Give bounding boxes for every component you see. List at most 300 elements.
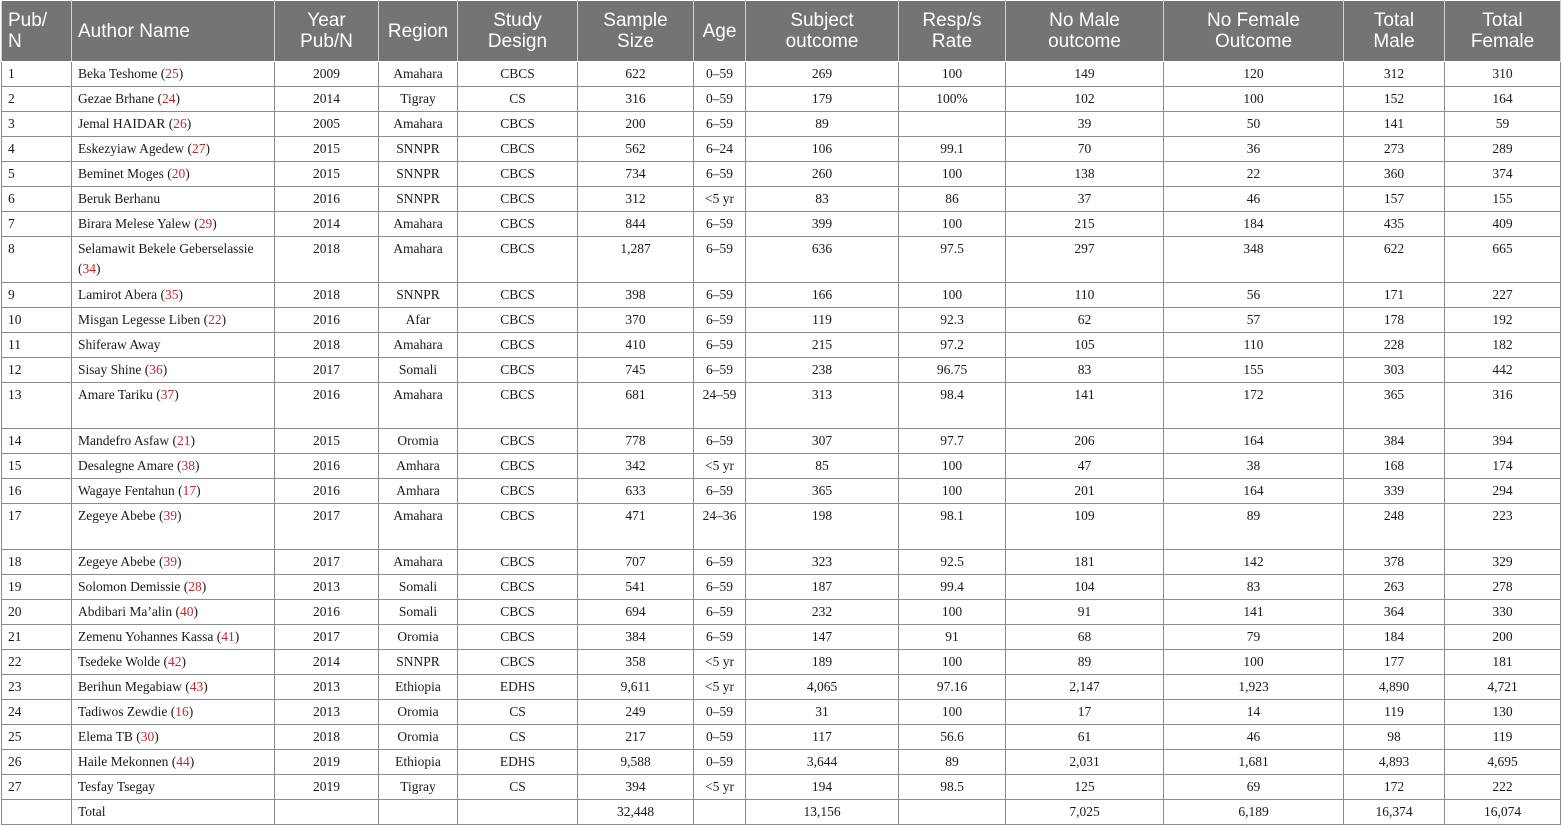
- author-name: Beminet Moges: [78, 166, 164, 181]
- cell-total-male: 4,893: [1344, 750, 1445, 775]
- cell-pub-n: 24: [2, 700, 72, 725]
- cell-study-design: CBCS: [458, 62, 578, 87]
- cell-region: Tigray: [379, 775, 458, 800]
- table-row: [2, 283, 1561, 308]
- cell-female-outcome: 110: [1164, 333, 1344, 358]
- cell-total-female: 665: [1445, 237, 1561, 283]
- cell-age: 6–59: [694, 237, 746, 283]
- cell-author-name: [72, 775, 275, 800]
- cell-pub-n: 26: [2, 750, 72, 775]
- cell-year: 2016: [275, 308, 379, 333]
- cell-author-name: Selamawit Bekele Geberselassie (34): [72, 237, 275, 283]
- cell-pub-n: 22: [2, 650, 72, 675]
- col-header-response-rate: Resp/s Rate: [899, 1, 1006, 62]
- cell-subject-outcome: 313: [746, 383, 899, 429]
- cell-total-female: 394: [1445, 429, 1561, 454]
- cell-study-design: EDHS: [458, 675, 578, 700]
- cell-study-design: CBCS: [458, 454, 578, 479]
- cell-age: 6–59: [694, 479, 746, 504]
- cell-response-rate: 100: [899, 454, 1006, 479]
- table-row: [2, 479, 1561, 504]
- cell-response-rate: 100: [899, 700, 1006, 725]
- cell-study-design: CBCS: [458, 358, 578, 383]
- cell-male-outcome: 47: [1006, 454, 1164, 479]
- cell-male-outcome: 102: [1006, 87, 1164, 112]
- reference-link[interactable]: 27: [191, 141, 206, 156]
- cell-age: 6–59: [694, 308, 746, 333]
- cell-region: Amhara: [379, 454, 458, 479]
- cell-total-female: 223: [1445, 504, 1561, 550]
- cell-female-outcome: 79: [1164, 625, 1344, 650]
- col-header-pub-n: Pub/ N: [2, 1, 72, 62]
- cell-total-male: 4,890: [1344, 675, 1445, 700]
- cell-pub-n: 25: [2, 725, 72, 750]
- cell-response-rate: 100: [899, 650, 1006, 675]
- cell-age: <5 yr: [694, 650, 746, 675]
- table-row: [2, 162, 1561, 187]
- cell-pub-n: 23: [2, 675, 72, 700]
- cell-total-female: 164: [1445, 87, 1561, 112]
- cell-total-female: 294: [1445, 479, 1561, 504]
- cell-sample-size: 410: [578, 333, 694, 358]
- author-name: Solomon Demissie: [78, 579, 181, 594]
- cell-total-male: 435: [1344, 212, 1445, 237]
- table-row: [2, 775, 1561, 800]
- cell-pub-n: 18: [2, 550, 72, 575]
- cell-female-outcome: 89: [1164, 504, 1344, 550]
- cell-region: Ethiopia: [379, 750, 458, 775]
- studies-table: [1, 0, 1561, 825]
- cell-total-female: 442: [1445, 358, 1561, 383]
- cell-response-rate: 97.16: [899, 675, 1006, 700]
- cell-age: 6–59: [694, 550, 746, 575]
- cell-study-design: CBCS: [458, 429, 578, 454]
- table-row: [2, 429, 1561, 454]
- cell-study-design: CS: [458, 87, 578, 112]
- cell-female-outcome: 100: [1164, 650, 1344, 675]
- cell-female-outcome: 38: [1164, 454, 1344, 479]
- cell-year: 2016: [275, 454, 379, 479]
- cell-total-female: 119: [1445, 725, 1561, 750]
- cell-subject-outcome: 232: [746, 600, 899, 625]
- cell-total-female: 222: [1445, 775, 1561, 800]
- cell-male-outcome: 181: [1006, 550, 1164, 575]
- cell-study-design: CBCS: [458, 575, 578, 600]
- reference-link[interactable]: 20: [171, 166, 186, 181]
- cell-age: 6–59: [694, 333, 746, 358]
- cell-study-design: CBCS: [458, 308, 578, 333]
- cell-male-outcome: 62: [1006, 308, 1164, 333]
- cell-total-male: 168: [1344, 454, 1445, 479]
- cell-total-male: 365: [1344, 383, 1445, 429]
- reference-link[interactable]: 30: [140, 729, 155, 744]
- cell-total-male: 172: [1344, 775, 1445, 800]
- author-name: Berihun Megabiaw: [78, 679, 182, 694]
- cell-age: <5 yr: [694, 187, 746, 212]
- cell-author-name: Elema TB (30): [72, 725, 275, 750]
- cell-subject-outcome: 117: [746, 725, 899, 750]
- reference-link[interactable]: 24: [161, 91, 176, 106]
- cell-female-outcome: 1,923: [1164, 675, 1344, 700]
- cell-total-female: 192: [1445, 308, 1561, 333]
- cell-pub-n: 11: [2, 333, 72, 358]
- reference-link[interactable]: 41: [221, 629, 235, 644]
- cell-sample-size: 200: [578, 112, 694, 137]
- cell-author-name: Haile Mekonnen (44): [72, 750, 275, 775]
- cell-region: SNNPR: [379, 187, 458, 212]
- header-row: [2, 1, 1561, 62]
- cell-age: <5 yr: [694, 675, 746, 700]
- cell-response-rate: 100: [899, 212, 1006, 237]
- reference-link[interactable]: 28: [188, 579, 202, 594]
- cell-year: 2019: [275, 750, 379, 775]
- cell-total-female: 278: [1445, 575, 1561, 600]
- cell-female-outcome: 164: [1164, 429, 1344, 454]
- cell-total-female: 409: [1445, 212, 1561, 237]
- cell-male-outcome: 110: [1006, 283, 1164, 308]
- cell-subject-outcome: 260: [746, 162, 899, 187]
- cell-pub-n: 7: [2, 212, 72, 237]
- cell-male-outcome: 68: [1006, 625, 1164, 650]
- cell-study-design: CBCS: [458, 550, 578, 575]
- cell-female-outcome: 120: [1164, 62, 1344, 87]
- cell-subject-outcome: 119: [746, 308, 899, 333]
- cell-female-outcome: 50: [1164, 112, 1344, 137]
- cell-total-male: 622: [1344, 237, 1445, 283]
- cell-author-name: Beka Teshome (25): [72, 62, 275, 87]
- table-row: [2, 504, 1561, 550]
- cell-pub-n: 3: [2, 112, 72, 137]
- cell-year: 2018: [275, 725, 379, 750]
- cell-response-rate: 98.5: [899, 775, 1006, 800]
- cell-region: Amahara: [379, 504, 458, 550]
- cell-pub-n: 12: [2, 358, 72, 383]
- cell-total-male: 360: [1344, 162, 1445, 187]
- table-row: [2, 137, 1561, 162]
- cell-pub-n: 15: [2, 454, 72, 479]
- total-female-outcome: 6,189: [1164, 800, 1344, 825]
- cell-year: 2018: [275, 283, 379, 308]
- col-header-age: Age: [694, 1, 746, 62]
- table-row: [2, 308, 1561, 333]
- cell-total-male: 228: [1344, 333, 1445, 358]
- reference-link[interactable]: 35: [164, 287, 179, 302]
- cell-total-male: 98: [1344, 725, 1445, 750]
- cell-female-outcome: 141: [1164, 600, 1344, 625]
- author-name: Mandefro Asfaw: [78, 433, 170, 448]
- cell-region: Oromia: [379, 625, 458, 650]
- cell-sample-size: 9,588: [578, 750, 694, 775]
- cell-region: Amahara: [379, 112, 458, 137]
- cell-subject-outcome: 89: [746, 112, 899, 137]
- col-header-total-male: Total Male: [1344, 1, 1445, 62]
- cell-pub-n: 10: [2, 308, 72, 333]
- cell-male-outcome: 206: [1006, 429, 1164, 454]
- cell-year: 2016: [275, 383, 379, 429]
- cell-sample-size: 707: [578, 550, 694, 575]
- cell-sample-size: 342: [578, 454, 694, 479]
- cell-study-design: CS: [458, 700, 578, 725]
- cell-region: SNNPR: [379, 650, 458, 675]
- cell-total-female: 155: [1445, 187, 1561, 212]
- reference-link[interactable]: 43: [189, 679, 204, 694]
- reference-link[interactable]: 22: [208, 312, 222, 327]
- table-row: [2, 112, 1561, 137]
- cell-year: 2014: [275, 650, 379, 675]
- cell-year: 2013: [275, 675, 379, 700]
- cell-response-rate: 97.5: [899, 237, 1006, 283]
- reference-link[interactable]: 16: [175, 704, 189, 719]
- cell-male-outcome: 297: [1006, 237, 1164, 283]
- cell-pub-n: 9: [2, 283, 72, 308]
- cell-total-male: 119: [1344, 700, 1445, 725]
- reference-link[interactable]: 25: [165, 66, 179, 81]
- cell-region: Amhara: [379, 479, 458, 504]
- total-male: 16,374: [1344, 800, 1445, 825]
- reference-link[interactable]: 38: [181, 458, 195, 473]
- cell-subject-outcome: 187: [746, 575, 899, 600]
- cell-sample-size: 312: [578, 187, 694, 212]
- cell-author-name: Berihun Megabiaw (43): [72, 675, 275, 700]
- col-header-female-outcome: No Female Outcome: [1164, 1, 1344, 62]
- cell-pub-n: 2: [2, 87, 72, 112]
- cell-total-female: 227: [1445, 283, 1561, 308]
- cell-region: Tigray: [379, 87, 458, 112]
- cell-study-design: CBCS: [458, 137, 578, 162]
- table-row: [2, 750, 1561, 775]
- cell-author-name: [72, 333, 275, 358]
- total-male-outcome: 7,025: [1006, 800, 1164, 825]
- col-header-total-female: Total Female: [1445, 1, 1561, 62]
- col-header-author-name: Author Name: [72, 1, 275, 62]
- cell-female-outcome: 22: [1164, 162, 1344, 187]
- cell-total-female: 374: [1445, 162, 1561, 187]
- cell-region: Oromia: [379, 429, 458, 454]
- cell-author-name: Solomon Demissie (28): [72, 575, 275, 600]
- cell-sample-size: 9,611: [578, 675, 694, 700]
- cell-region: Oromia: [379, 725, 458, 750]
- cell-author-name: Amare Tariku (37): [72, 383, 275, 429]
- table-row: [2, 383, 1561, 429]
- cell-male-outcome: 89: [1006, 650, 1164, 675]
- cell-female-outcome: 56: [1164, 283, 1344, 308]
- cell-sample-size: 394: [578, 775, 694, 800]
- reference-link[interactable]: 34: [82, 261, 96, 276]
- author-name: Selamawit Bekele Geberselassie: [78, 241, 254, 256]
- cell-subject-outcome: 31: [746, 700, 899, 725]
- cell-subject-outcome: 83: [746, 187, 899, 212]
- cell-total-female: 181: [1445, 650, 1561, 675]
- table-row: [2, 333, 1561, 358]
- cell-male-outcome: 70: [1006, 137, 1164, 162]
- reference-link[interactable]: 42: [167, 654, 182, 669]
- cell-region: SNNPR: [379, 162, 458, 187]
- cell-age: 6–24: [694, 137, 746, 162]
- cell-study-design: CBCS: [458, 237, 578, 283]
- cell-subject-outcome: 106: [746, 137, 899, 162]
- cell-total-female: 310: [1445, 62, 1561, 87]
- cell-sample-size: 370: [578, 308, 694, 333]
- cell-region: Amahara: [379, 333, 458, 358]
- cell-region: Amahara: [379, 62, 458, 87]
- cell-region: Amahara: [379, 237, 458, 283]
- cell-pub-n: 4: [2, 137, 72, 162]
- cell-female-outcome: 164: [1164, 479, 1344, 504]
- cell-age: 6–59: [694, 575, 746, 600]
- cell-response-rate: 96.75: [899, 358, 1006, 383]
- reference-link[interactable]: 26: [173, 116, 187, 131]
- cell-total-male: 364: [1344, 600, 1445, 625]
- reference-link[interactable]: 40: [179, 604, 194, 619]
- table-row: [2, 625, 1561, 650]
- cell-year: 2015: [275, 429, 379, 454]
- cell-age: 6–59: [694, 429, 746, 454]
- cell-age: 6–59: [694, 162, 746, 187]
- cell-pub-n: 8: [2, 237, 72, 283]
- cell-response-rate: 89: [899, 750, 1006, 775]
- cell-region: Somali: [379, 358, 458, 383]
- reference-link[interactable]: 29: [198, 216, 213, 231]
- cell-pub-n: 16: [2, 479, 72, 504]
- table-row: [2, 600, 1561, 625]
- cell-female-outcome: 142: [1164, 550, 1344, 575]
- reference-link[interactable]: 39: [163, 508, 177, 523]
- cell-pub-n: 13: [2, 383, 72, 429]
- cell-author-name: Abdibari Ma’alin (40): [72, 600, 275, 625]
- cell-response-rate: 100%: [899, 87, 1006, 112]
- cell-female-outcome: 14: [1164, 700, 1344, 725]
- cell-study-design: CBCS: [458, 600, 578, 625]
- cell-male-outcome: 104: [1006, 575, 1164, 600]
- cell-response-rate: 92.5: [899, 550, 1006, 575]
- cell-male-outcome: 91: [1006, 600, 1164, 625]
- cell-response-rate: 86: [899, 187, 1006, 212]
- cell-study-design: CBCS: [458, 625, 578, 650]
- cell-subject-outcome: 636: [746, 237, 899, 283]
- cell-subject-outcome: 166: [746, 283, 899, 308]
- cell-female-outcome: 184: [1164, 212, 1344, 237]
- table-row: [2, 237, 1561, 283]
- cell-author-name: Mandefro Asfaw (21): [72, 429, 275, 454]
- cell-author-name: Desalegne Amare (38): [72, 454, 275, 479]
- cell-author-name: Wagaye Fentahun (17): [72, 479, 275, 504]
- reference-link[interactable]: 37: [160, 387, 175, 402]
- cell-year: 2017: [275, 358, 379, 383]
- cell-region: Somali: [379, 575, 458, 600]
- cell-female-outcome: 172: [1164, 383, 1344, 429]
- cell-year: 2017: [275, 625, 379, 650]
- cell-subject-outcome: 85: [746, 454, 899, 479]
- cell-total-female: 329: [1445, 550, 1561, 575]
- cell-male-outcome: 17: [1006, 700, 1164, 725]
- cell-total-female: 289: [1445, 137, 1561, 162]
- cell-author-name: Tsedeke Wolde (42): [72, 650, 275, 675]
- cell-total-female: 4,695: [1445, 750, 1561, 775]
- reference-link[interactable]: 21: [176, 433, 191, 448]
- cell-age: 6–59: [694, 358, 746, 383]
- cell-response-rate: 91: [899, 625, 1006, 650]
- cell-female-outcome: 348: [1164, 237, 1344, 283]
- table-row: [2, 650, 1561, 675]
- cell-total-female: 59: [1445, 112, 1561, 137]
- cell-sample-size: 217: [578, 725, 694, 750]
- cell-sample-size: 694: [578, 600, 694, 625]
- table-row: [2, 358, 1561, 383]
- col-header-study-design: Study Design: [458, 1, 578, 62]
- cell-total-male: 303: [1344, 358, 1445, 383]
- cell-male-outcome: 37: [1006, 187, 1164, 212]
- cell-male-outcome: 109: [1006, 504, 1164, 550]
- author-name: Birara Melese Yalew: [78, 216, 191, 231]
- cell-total-male: 177: [1344, 650, 1445, 675]
- cell-sample-size: 844: [578, 212, 694, 237]
- cell-male-outcome: 105: [1006, 333, 1164, 358]
- cell-male-outcome: 215: [1006, 212, 1164, 237]
- author-name: Tsedeke Wolde: [78, 654, 161, 669]
- cell-total-female: 174: [1445, 454, 1561, 479]
- cell-total-male: 273: [1344, 137, 1445, 162]
- reference-link[interactable]: 36: [149, 362, 163, 377]
- cell-sample-size: 541: [578, 575, 694, 600]
- author-name: Eskezyiaw Agedew: [78, 141, 185, 156]
- cell-sample-size: 471: [578, 504, 694, 550]
- cell-year: 2018: [275, 333, 379, 358]
- author-name: Sisay Shine: [78, 362, 142, 377]
- cell-subject-outcome: 307: [746, 429, 899, 454]
- cell-response-rate: 100: [899, 600, 1006, 625]
- author-name: Zemenu Yohannes Kassa: [78, 629, 214, 644]
- cell-sample-size: 562: [578, 137, 694, 162]
- author-name: Misgan Legesse Liben: [78, 312, 201, 327]
- cell-pub-n: 6: [2, 187, 72, 212]
- reference-link[interactable]: 44: [176, 754, 190, 769]
- cell-sample-size: 745: [578, 358, 694, 383]
- cell-subject-outcome: 179: [746, 87, 899, 112]
- total-sample-size: 32,448: [578, 800, 694, 825]
- author-name: Tadiwos Zewdie: [78, 704, 168, 719]
- cell-sample-size: 398: [578, 283, 694, 308]
- cell-female-outcome: 1,681: [1164, 750, 1344, 775]
- reference-link[interactable]: 17: [182, 483, 197, 498]
- cell-response-rate: 99.4: [899, 575, 1006, 600]
- cell-subject-outcome: 4,065: [746, 675, 899, 700]
- cell-pub-n: 21: [2, 625, 72, 650]
- cell-study-design: CBCS: [458, 650, 578, 675]
- author-name: Abdibari Ma’alin: [78, 604, 173, 619]
- reference-link[interactable]: 39: [163, 554, 177, 569]
- cell-age: 0–59: [694, 725, 746, 750]
- cell-age: 6–59: [694, 600, 746, 625]
- author-name: Beka Teshome: [78, 66, 158, 81]
- cell-female-outcome: 69: [1164, 775, 1344, 800]
- cell-subject-outcome: 147: [746, 625, 899, 650]
- cell-total-female: 200: [1445, 625, 1561, 650]
- cell-male-outcome: 201: [1006, 479, 1164, 504]
- col-header-male-outcome: No Male outcome: [1006, 1, 1164, 62]
- author-name: Desalegne Amare: [78, 458, 174, 473]
- cell-total-male: 171: [1344, 283, 1445, 308]
- table-row: [2, 454, 1561, 479]
- cell-response-rate: 100: [899, 162, 1006, 187]
- table-row: [2, 87, 1561, 112]
- col-header-region: Region: [379, 1, 458, 62]
- cell-pub-n: 14: [2, 429, 72, 454]
- cell-author-name: Misgan Legesse Liben (22): [72, 308, 275, 333]
- total-label: Total: [72, 800, 275, 825]
- cell-male-outcome: 138: [1006, 162, 1164, 187]
- cell-year: 2016: [275, 479, 379, 504]
- cell-age: 24–59: [694, 383, 746, 429]
